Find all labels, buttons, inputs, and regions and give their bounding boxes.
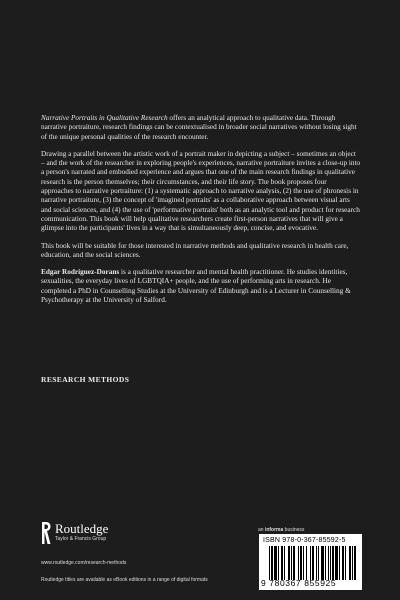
barcode-box bbox=[259, 534, 362, 590]
barcode-stripe bbox=[345, 546, 346, 580]
barcode-stripe bbox=[339, 546, 340, 580]
barcode-stripe bbox=[300, 546, 302, 580]
barcode-stripe bbox=[281, 546, 283, 580]
barcode-stripe bbox=[284, 546, 285, 580]
barcode-stripe bbox=[278, 546, 279, 580]
barcode-stripe bbox=[269, 546, 270, 580]
barcode-stripe bbox=[288, 546, 290, 580]
routledge-logo-icon bbox=[41, 522, 51, 544]
publisher-logo bbox=[41, 522, 108, 544]
barcode-stripe bbox=[332, 546, 334, 580]
publisher-website[interactable]: www.routledge.com/research-methods bbox=[41, 560, 127, 566]
author-name: Edgar Rodríguez-Dorans bbox=[41, 268, 120, 277]
informa-business-label: an informa business bbox=[258, 527, 305, 533]
barcode-stripe bbox=[352, 546, 353, 580]
barcode-stripe bbox=[291, 546, 292, 580]
barcode-stripe bbox=[306, 546, 307, 580]
barcode-stripe bbox=[316, 546, 317, 580]
barcode-stripe bbox=[328, 546, 329, 580]
barcode-stripe bbox=[321, 546, 324, 580]
barcode-stripe bbox=[325, 546, 326, 580]
description-paragraph-3: This book will be suitable for those interested in narrative methods and qualitative research in health care, education, and the social sciences. bbox=[41, 241, 349, 259]
back-cover-text bbox=[41, 114, 361, 313]
barcode-bars bbox=[269, 546, 357, 580]
barcode-stripe bbox=[310, 546, 311, 580]
barcode-stripe bbox=[271, 546, 273, 580]
subject-category: RESEARCH METHODS bbox=[41, 375, 130, 384]
description-text: offers an analytical approach to qualitative data. Through narrative portraiture, research findings can be contextualised in broader social narratives without losing sight of the unique personal qualities of the research encounter. bbox=[41, 114, 357, 141]
description-paragraph-1 bbox=[41, 114, 361, 142]
isbn-text: ISBN 978-0-367-85592-5 bbox=[263, 537, 346, 544]
publisher-group: Taylor & Francis Group bbox=[55, 536, 107, 542]
barcode-stripe bbox=[312, 546, 314, 580]
author-paragraph bbox=[41, 268, 361, 305]
description-paragraph-2: Drawing a parallel between the artistic work of a portrait maker in depicting a subject – sometimes an object – and the work of the researcher in exploring people's experiences, narrative portraiture invites a close-up into a person's narrated and embodied experience and argues that one of the main research findings in qualitative research is the person themselves; their circumstances, and their life story. The book proposes four approaches to narrative portraiture: (1) a systematic approach to narrative analysis, (2) the use of phronesis in narrative portraiture, (3) the concept of 'imagined portraits' as a collaborative approach between visual arts and social sciences, and (4) the use of 'performative portraits' both as an analytic tool and product for research communication. This book will help qualitative researchers create first-person narratives that will give a glimpse into the participants' lives in a way that is simultaneously deep, concise, and evocative. bbox=[41, 149, 361, 233]
barcode-stripe bbox=[303, 546, 304, 580]
publisher-name: Routledge bbox=[55, 521, 109, 536]
barcode-stripe bbox=[354, 546, 356, 580]
barcode-stripe bbox=[342, 546, 344, 580]
barcode-stripe bbox=[274, 546, 277, 580]
barcode-stripe bbox=[330, 546, 331, 580]
barcode-stripe bbox=[318, 546, 319, 580]
barcode-stripe bbox=[349, 546, 351, 580]
ean-number: 9 780367 855925 bbox=[261, 578, 337, 588]
barcode-stripe bbox=[298, 546, 299, 580]
book-title: Narrative Portraits in Qualitative Research bbox=[41, 114, 168, 122]
barcode-stripe bbox=[293, 546, 295, 580]
barcode-stripe bbox=[335, 546, 338, 580]
ebook-note: Routledge titles are available as eBook editions in a range of digital formats bbox=[41, 577, 208, 583]
author-bio: is a qualitative researcher and mental health practitioner. He studies identities, sexualities, the everyday lives of LGBTQIA+ people, and the use of performing arts in research. He completed a PhD in Counselling Studies at the University of Edinburgh and is a Lecturer in Counselling & Psychotherapy at the University of Salford. bbox=[41, 268, 351, 305]
